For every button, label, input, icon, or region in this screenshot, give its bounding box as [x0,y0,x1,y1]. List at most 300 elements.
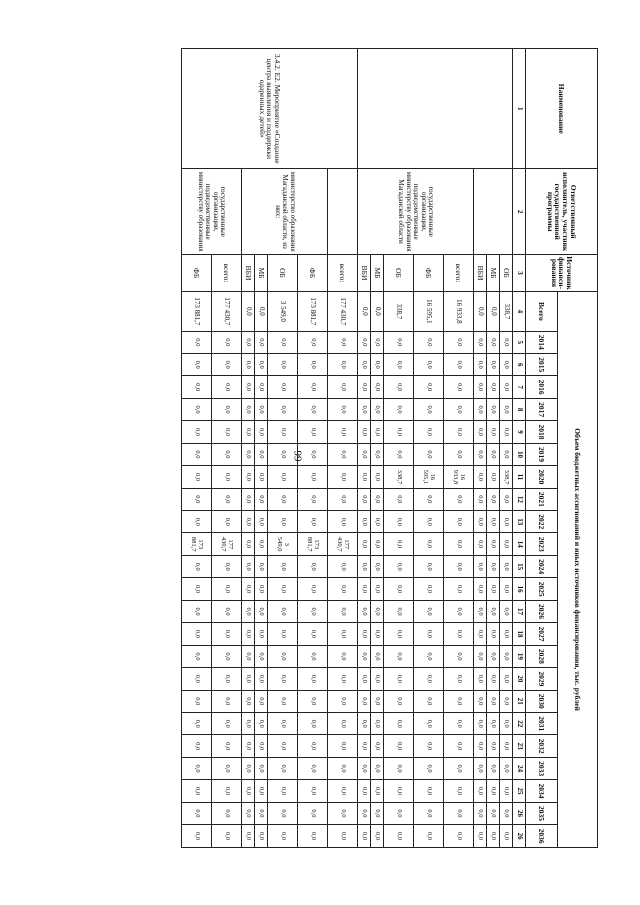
value-cell: 0,0 [500,757,513,779]
value-cell: 0,0 [298,443,328,465]
measure-name-cell: 3.4.2. E2. Мероприятие «Создание центра выявления и поддержки одаренных детей» [182,49,358,169]
value-cell: 0,0 [358,398,371,420]
value-cell: 0,0 [474,712,487,734]
column-number: 19 [513,645,526,667]
value-cell: 0,0 [358,735,371,757]
value-cell: 0,0 [371,712,384,734]
value-cell: 0,0 [255,421,268,443]
header-year: 2024 [526,555,558,577]
value-cell: 3 549,0 [268,533,298,555]
source-cell: МБ [255,254,268,291]
value-cell: 0,0 [384,757,414,779]
value-cell: 0,0 [242,443,255,465]
total-cell: 173 881,7 [182,292,212,331]
value-cell: 0,0 [371,466,384,488]
value-cell: 0,0 [474,780,487,802]
value-cell: 0,0 [384,690,414,712]
header-year: 2015 [526,353,558,375]
value-cell: 0,0 [371,802,384,824]
value-cell: 0,0 [255,757,268,779]
value-cell: 0,0 [474,466,487,488]
value-cell: 0,0 [414,331,444,353]
header-year: 2025 [526,578,558,600]
value-cell: 0,0 [414,421,444,443]
value-cell: 0,0 [212,443,242,465]
column-number: 25 [513,780,526,802]
value-cell: 0,0 [414,443,444,465]
value-cell: 0,0 [255,398,268,420]
value-cell: 0,0 [487,690,500,712]
value-cell: 0,0 [182,757,212,779]
column-number: 11 [513,466,526,488]
value-cell: 0,0 [500,668,513,690]
value-cell: 0,0 [474,376,487,398]
value-cell: 0,0 [444,533,474,555]
value-cell: 0,0 [487,757,500,779]
value-cell: 0,0 [500,555,513,577]
value-cell: 0,0 [298,690,328,712]
executor-cell [328,169,358,254]
total-cell: 0,0 [255,292,268,331]
column-number: 6 [513,353,526,375]
table-row [298,49,328,848]
value-cell: 0,0 [371,376,384,398]
column-number: 21 [513,690,526,712]
value-cell: 0,0 [487,488,500,510]
value-cell: 0,0 [268,780,298,802]
value-cell: 0,0 [474,645,487,667]
value-cell: 0,0 [414,376,444,398]
source-cell: ВБИ [474,254,487,291]
value-cell: 0,0 [358,645,371,667]
value-cell: 0,0 [474,511,487,533]
value-cell: 0,0 [242,353,255,375]
value-cell: 0,0 [182,712,212,734]
value-cell: 0,0 [371,421,384,443]
column-number: 18 [513,623,526,645]
value-cell: 0,0 [500,421,513,443]
header-year: 2033 [526,757,558,779]
value-cell: 0,0 [328,398,358,420]
value-cell: 0,0 [414,735,444,757]
value-cell: 0,0 [487,802,500,824]
value-cell: 0,0 [487,712,500,734]
value-cell: 0,0 [328,735,358,757]
value-cell: 0,0 [371,533,384,555]
value-cell: 0,0 [384,623,414,645]
value-cell: 0,0 [444,421,474,443]
value-cell: 0,0 [371,511,384,533]
value-cell: 0,0 [500,511,513,533]
value-cell: 0,0 [212,825,242,848]
value-cell: 0,0 [474,331,487,353]
value-cell: 0,0 [298,376,328,398]
column-number: 8 [513,398,526,420]
column-number: 7 [513,376,526,398]
value-cell: 0,0 [242,578,255,600]
value-cell: 0,0 [358,488,371,510]
value-cell: 0,0 [414,780,444,802]
column-number: 22 [513,712,526,734]
value-cell: 0,0 [242,780,255,802]
value-cell: 0,0 [268,825,298,848]
value-cell: 0,0 [298,466,328,488]
value-cell: 0,0 [500,735,513,757]
value-cell: 0,0 [242,757,255,779]
value-cell: 0,0 [444,578,474,600]
value-cell: 0,0 [474,578,487,600]
value-cell: 0,0 [268,466,298,488]
value-cell: 0,0 [358,623,371,645]
value-cell: 0,0 [371,578,384,600]
column-number: 4 [513,292,526,331]
value-cell: 0,0 [328,712,358,734]
value-cell: 0,0 [384,398,414,420]
value-cell: 0,0 [212,668,242,690]
value-cell: 0,0 [242,600,255,622]
value-cell: 0,0 [328,488,358,510]
value-cell: 0,0 [358,555,371,577]
value-cell: 0,0 [444,690,474,712]
value-cell: 0,0 [255,331,268,353]
value-cell: 0,0 [242,802,255,824]
value-cell: 0,0 [500,398,513,420]
value-cell: 0,0 [444,645,474,667]
value-cell: 0,0 [328,331,358,353]
header-row-numbers [513,49,526,848]
header-year: 2022 [526,511,558,533]
value-cell: 0,0 [212,376,242,398]
value-cell: 0,0 [384,353,414,375]
value-cell: 0,0 [242,825,255,848]
value-cell: 0,0 [358,757,371,779]
value-cell: 0,0 [268,421,298,443]
value-cell: 0,0 [487,398,500,420]
value-cell: 0,0 [212,712,242,734]
source-cell: ОБ [500,254,513,291]
value-cell: 0,0 [371,353,384,375]
value-cell: 0,0 [298,488,328,510]
column-number: 12 [513,488,526,510]
value-cell: 0,0 [268,600,298,622]
value-cell: 0,0 [242,466,255,488]
value-cell: 0,0 [298,623,328,645]
value-cell: 0,0 [242,690,255,712]
value-cell: 0,0 [414,398,444,420]
source-cell: МБ [371,254,384,291]
header-name: Наименование [526,49,598,169]
value-cell: 0,0 [500,331,513,353]
value-cell: 0,0 [298,353,328,375]
total-cell: 173 881,7 [298,292,328,331]
value-cell: 0,0 [358,668,371,690]
value-cell: 0,0 [474,825,487,848]
rotated-table-canvas [58,48,598,848]
value-cell: 0,0 [358,511,371,533]
value-cell: 0,0 [255,712,268,734]
value-cell: 0,0 [371,398,384,420]
value-cell: 0,0 [182,398,212,420]
value-cell: 177 430,7 [328,533,358,555]
value-cell: 0,0 [212,690,242,712]
value-cell: 0,0 [328,443,358,465]
value-cell: 0,0 [487,511,500,533]
value-cell: 0,0 [358,780,371,802]
value-cell: 0,0 [298,511,328,533]
value-cell: 0,0 [255,376,268,398]
source-cell: ОБ [384,254,414,291]
value-cell: 0,0 [384,825,414,848]
value-cell: 0,0 [182,802,212,824]
value-cell: 0,0 [242,488,255,510]
header-year: 2031 [526,712,558,734]
value-cell: 0,0 [487,376,500,398]
column-number: 5 [513,331,526,353]
value-cell: 0,0 [358,578,371,600]
value-cell: 0,0 [371,825,384,848]
value-cell: 0,0 [242,735,255,757]
value-cell: 0,0 [242,645,255,667]
value-cell: 0,0 [255,533,268,555]
value-cell: 0,0 [371,645,384,667]
value-cell: 0,0 [255,668,268,690]
value-cell: 0,0 [371,735,384,757]
value-cell: 0,0 [242,712,255,734]
value-cell: 0,0 [474,735,487,757]
value-cell: 0,0 [358,690,371,712]
rotated-table-frame [58,48,598,848]
value-cell: 0,0 [298,331,328,353]
column-number: 23 [513,735,526,757]
value-cell: 0,0 [328,668,358,690]
value-cell: 0,0 [298,668,328,690]
value-cell: 0,0 [182,488,212,510]
value-cell: 0,0 [487,443,500,465]
value-cell: 0,0 [444,555,474,577]
total-cell: 0,0 [474,292,487,331]
value-cell: 16 595,1 [414,466,444,488]
value-cell: 0,0 [384,555,414,577]
value-cell: 0,0 [268,645,298,667]
value-cell: 0,0 [358,533,371,555]
value-cell: 0,0 [487,825,500,848]
total-cell: 0,0 [358,292,371,331]
value-cell: 0,0 [384,712,414,734]
value-cell: 0,0 [358,443,371,465]
value-cell: 0,0 [242,511,255,533]
value-cell: 0,0 [414,668,444,690]
total-cell: 16 595,1 [414,292,444,331]
column-number: 1 [513,49,526,169]
column-number: 26 [513,825,526,848]
header-year: 2027 [526,623,558,645]
value-cell: 0,0 [182,353,212,375]
value-cell: 0,0 [487,668,500,690]
value-cell: 0,0 [487,555,500,577]
value-cell: 0,0 [212,578,242,600]
value-cell: 0,0 [500,690,513,712]
value-cell: 0,0 [255,690,268,712]
value-cell: 0,0 [474,690,487,712]
value-cell: 0,0 [212,511,242,533]
value-cell: 0,0 [255,555,268,577]
value-cell: 0,0 [268,488,298,510]
value-cell: 177 430,7 [212,533,242,555]
value-cell: 0,0 [298,421,328,443]
header-year: 2017 [526,398,558,420]
value-cell: 0,0 [358,466,371,488]
value-cell: 0,0 [444,780,474,802]
value-cell: 0,0 [268,690,298,712]
value-cell: 0,0 [371,600,384,622]
value-cell: 0,0 [487,353,500,375]
header-year: 2023 [526,533,558,555]
header-year: 2019 [526,443,558,465]
value-cell: 0,0 [255,802,268,824]
value-cell: 0,0 [444,825,474,848]
total-cell: 177 430,7 [328,292,358,331]
source-cell: ОБ [268,254,298,291]
value-cell: 0,0 [384,600,414,622]
table-body [182,49,513,848]
value-cell: 0,0 [268,398,298,420]
value-cell: 0,0 [268,757,298,779]
value-cell: 0,0 [384,645,414,667]
value-cell: 0,0 [414,825,444,848]
header-row-top [558,49,598,848]
value-cell: 0,0 [474,668,487,690]
value-cell: 0,0 [474,623,487,645]
column-number: 17 [513,600,526,622]
value-cell: 0,0 [500,802,513,824]
value-cell: 0,0 [444,757,474,779]
value-cell: 0,0 [268,735,298,757]
source-cell: ВБИ [358,254,371,291]
column-number: 15 [513,555,526,577]
total-cell: 338,7 [384,292,414,331]
value-cell: 0,0 [255,488,268,510]
total-cell: 0,0 [371,292,384,331]
value-cell: 0,0 [268,376,298,398]
header-year: 2036 [526,825,558,848]
value-cell: 0,0 [328,645,358,667]
value-cell: 0,0 [212,398,242,420]
value-cell: 0,0 [328,466,358,488]
source-cell: МБ [487,254,500,291]
value-cell: 0,0 [268,331,298,353]
total-cell: 0,0 [487,292,500,331]
header-source: Источник финанси- рования [526,254,598,291]
value-cell: 0,0 [242,668,255,690]
value-cell: 0,0 [474,600,487,622]
value-cell: 0,0 [474,421,487,443]
value-cell: 16 933,8 [444,466,474,488]
value-cell: 0,0 [414,511,444,533]
value-cell: 0,0 [328,555,358,577]
column-number: 10 [513,443,526,465]
value-cell: 0,0 [371,331,384,353]
value-cell: 0,0 [298,780,328,802]
value-cell: 173 881,7 [298,533,328,555]
value-cell: 0,0 [487,623,500,645]
source-cell: ФБ [298,254,328,291]
value-cell: 0,0 [358,802,371,824]
value-cell: 0,0 [328,421,358,443]
value-cell: 0,0 [384,533,414,555]
value-cell: 0,0 [298,735,328,757]
value-cell: 0,0 [182,376,212,398]
value-cell: 0,0 [182,331,212,353]
name-cell-empty [358,49,513,169]
value-cell: 0,0 [298,578,328,600]
value-cell: 0,0 [414,757,444,779]
source-cell: ВБИ [242,254,255,291]
value-cell: 0,0 [268,623,298,645]
value-cell: 0,0 [500,780,513,802]
value-cell: 0,0 [444,802,474,824]
value-cell: 0,0 [414,802,444,824]
total-cell: 3 549,0 [268,292,298,331]
executor-cell: министерство образования Магаданской области, из них: [242,169,328,254]
value-cell: 338,7 [500,466,513,488]
header-volume: Объем бюджетных ассигнований и иных источников финансирования, тыс. рублей [558,292,598,848]
value-cell: 0,0 [474,443,487,465]
page-number: 99 [291,450,304,462]
value-cell: 0,0 [268,555,298,577]
value-cell: 0,0 [328,780,358,802]
value-cell: 0,0 [500,443,513,465]
executor-cell: государственные организации, подведомственные министерству образования [182,169,242,254]
value-cell: 0,0 [444,331,474,353]
value-cell: 0,0 [182,466,212,488]
value-cell: 0,0 [212,780,242,802]
value-cell: 0,0 [384,443,414,465]
column-number: 20 [513,668,526,690]
value-cell: 0,0 [182,600,212,622]
value-cell: 0,0 [182,735,212,757]
value-cell: 0,0 [414,578,444,600]
value-cell: 0,0 [500,376,513,398]
value-cell: 0,0 [182,623,212,645]
value-cell: 0,0 [212,488,242,510]
value-cell: 0,0 [298,712,328,734]
value-cell: 0,0 [444,712,474,734]
source-cell: всего: [212,254,242,291]
value-cell: 338,7 [384,466,414,488]
table-row [444,49,474,848]
total-cell: 16 933,8 [444,292,474,331]
value-cell: 0,0 [414,690,444,712]
header-year: 2016 [526,376,558,398]
value-cell: 0,0 [242,376,255,398]
value-cell: 0,0 [298,398,328,420]
value-cell: 0,0 [328,376,358,398]
value-cell: 0,0 [500,578,513,600]
value-cell: 0,0 [384,578,414,600]
value-cell: 0,0 [487,466,500,488]
value-cell: 0,0 [384,421,414,443]
value-cell: 0,0 [328,690,358,712]
header-year: 2014 [526,331,558,353]
value-cell: 0,0 [500,533,513,555]
value-cell: 0,0 [328,578,358,600]
value-cell: 0,0 [182,421,212,443]
value-cell: 0,0 [255,511,268,533]
value-cell: 0,0 [487,735,500,757]
value-cell: 0,0 [242,331,255,353]
value-cell: 0,0 [371,690,384,712]
value-cell: 0,0 [371,443,384,465]
